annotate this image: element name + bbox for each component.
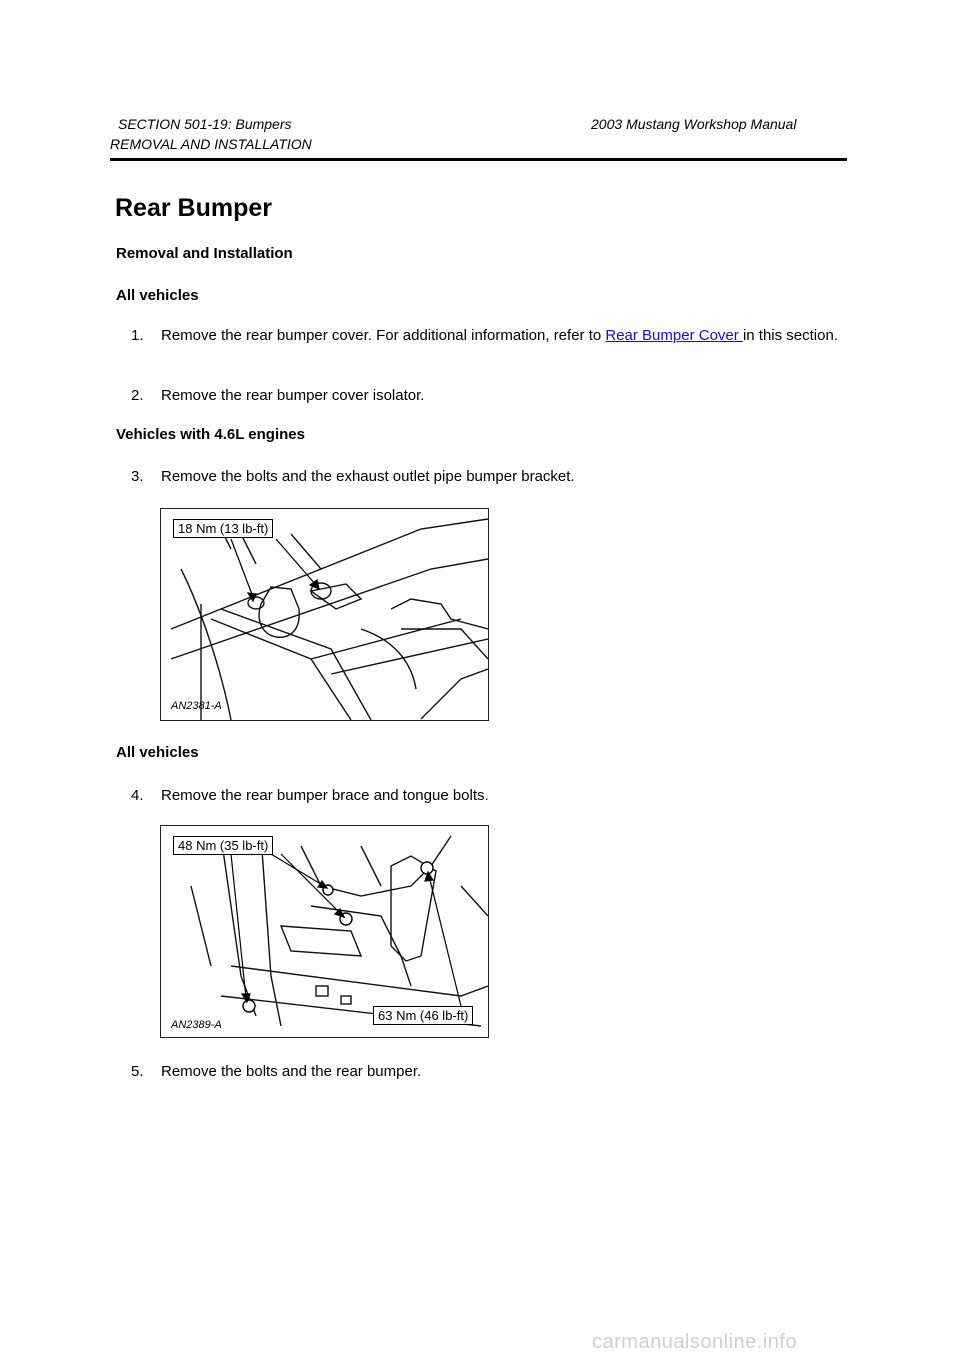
step-number: 2. [131,387,144,404]
group-heading-all-vehicles: All vehicles [116,287,199,304]
step-number: 3. [131,468,144,485]
header-manual: 2003 Mustang Workshop Manual [591,116,797,132]
watermark: carmanualsonline.info [592,1331,798,1353]
group-heading-4-6l: Vehicles with 4.6L engines [116,426,305,443]
group-heading-all-vehicles-2: All vehicles [116,744,199,761]
exhaust-bracket-illustration [161,509,488,720]
step-text: Remove the rear bumper cover isolator. [161,387,425,404]
figure-id: AN2381-A [171,700,222,712]
step-text: Remove the rear bumper brace and tongue bolts. [161,787,489,804]
step-number: 1. [131,327,144,344]
torque-callout: 18 Nm (13 lb-ft) [173,519,273,538]
step-3 [131,466,575,487]
header-subsection: REMOVAL AND INSTALLATION [110,136,312,152]
page-title: Rear Bumper [115,194,272,222]
step-4 [131,785,489,806]
header-section: SECTION 501-19: Bumpers [118,116,292,132]
step-text-tail: in this section. [742,327,838,344]
torque-callout-63: 63 Nm (46 lb-ft) [373,1006,473,1025]
step-number: 4. [131,787,144,804]
rear-bumper-cover-link[interactable]: Rear Bumper Cover [605,327,743,344]
figure-id: AN2389-A [171,1019,222,1031]
step-text: Remove the rear bumper cover. For additional information, refer to [161,327,606,344]
step-1 [131,325,838,346]
header-rule [110,158,847,161]
figure-brace-tongue [160,825,489,1038]
step-number: 5. [131,1063,144,1080]
figure-exhaust-bracket [160,508,489,721]
torque-callout-48: 48 Nm (35 lb-ft) [173,836,273,855]
step-2 [131,385,425,406]
step-5 [131,1061,422,1082]
subtitle: Removal and Installation [116,245,293,262]
step-text: Remove the bolts and the rear bumper. [161,1063,422,1080]
step-text: Remove the bolts and the exhaust outlet pipe bumper bracket. [161,468,575,485]
